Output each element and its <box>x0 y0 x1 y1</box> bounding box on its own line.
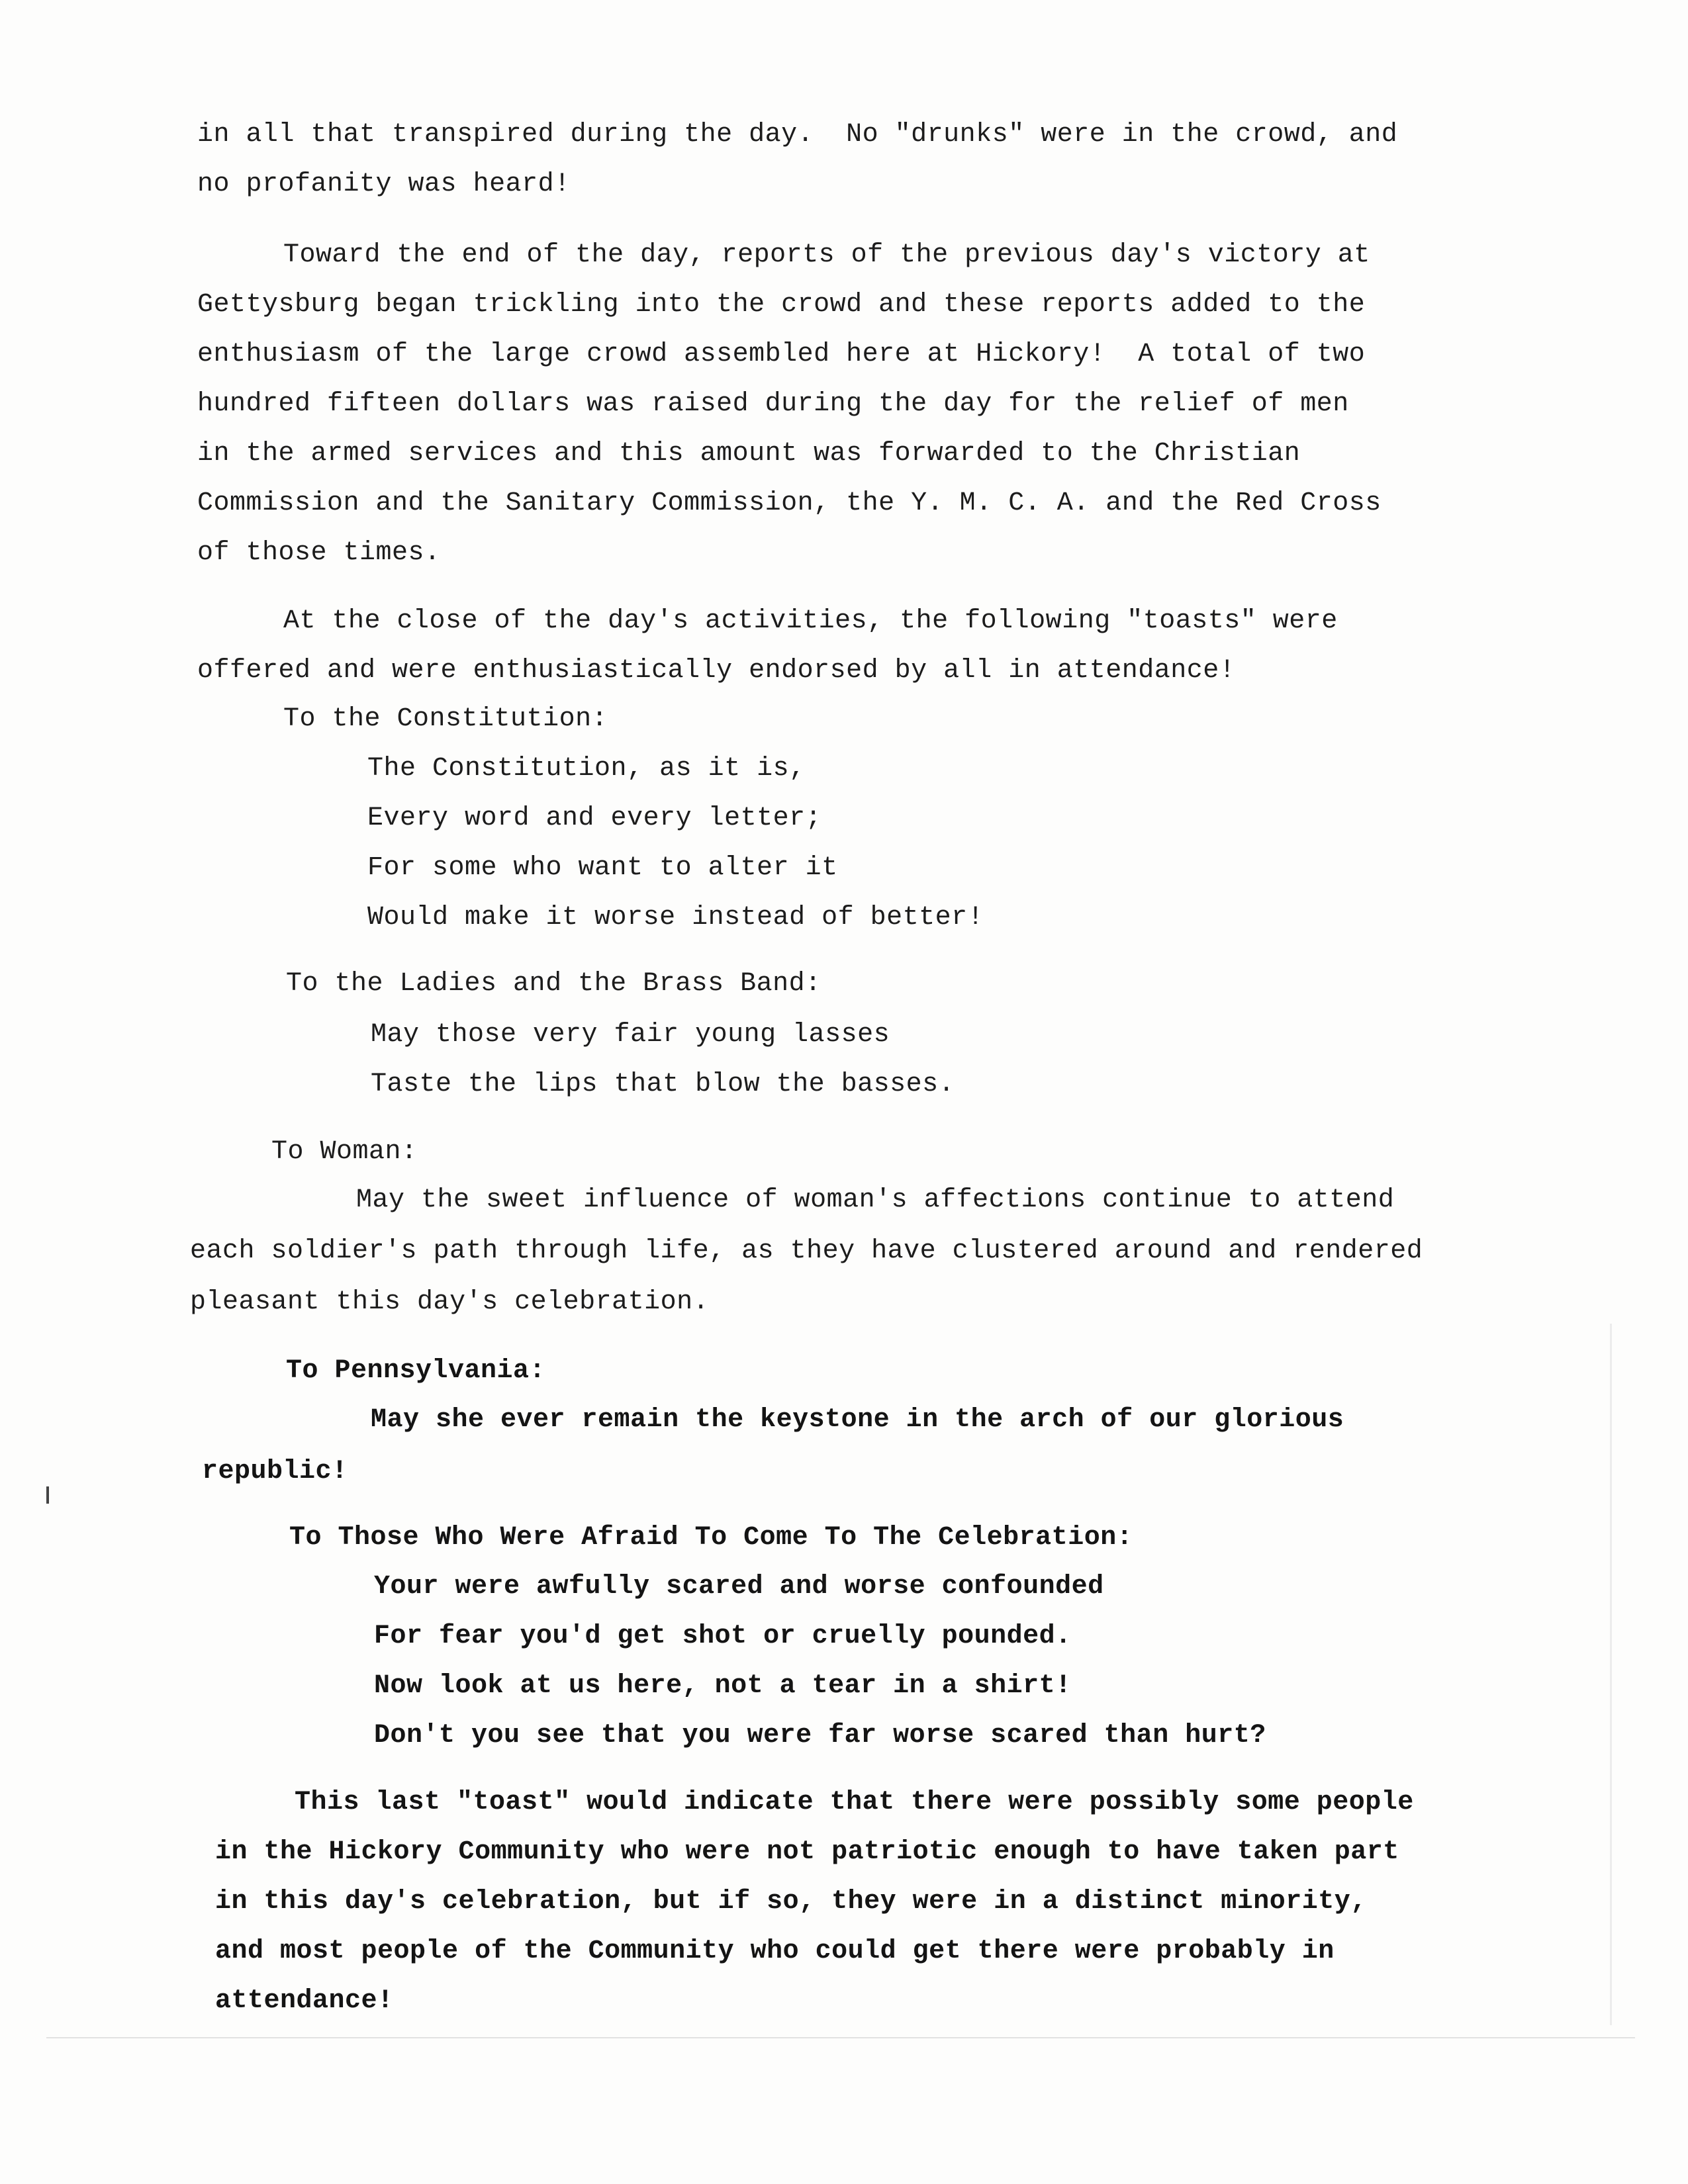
toasts-intro-line-2: offered and were enthusiastically endorsed by all in attendance! <box>197 656 1236 686</box>
gettysburg-line-6: Commission and the Sanitary Commission, the Y. M. C. A. and the Red Cross <box>197 488 1382 518</box>
gettysburg-line-4: hundred fifteen dollars was raised during the day for the relief of men <box>197 389 1349 419</box>
conclusion-line-1: This last "toast" would indicate that there were possibly some people <box>295 1788 1414 1817</box>
conclusion-line-4: and most people of the Community who could get there were probably in <box>215 1936 1335 1966</box>
gettysburg-line-3: enthusiasm of the large crowd assembled here at Hickory! A total of two <box>197 340 1366 369</box>
toast-pennsylvania-line-2: republic! <box>202 1457 348 1486</box>
toast-afraid-heading: To Those Who Were Afraid To Come To The Celebration: <box>289 1523 1133 1553</box>
scan-mark <box>46 1486 49 1504</box>
toast-constitution-verse-1: The Constitution, as it is, <box>367 754 806 784</box>
toast-ladies-heading: To the Ladies and the Brass Band: <box>286 969 821 999</box>
intro-line-2: no profanity was heard! <box>197 169 571 199</box>
toast-afraid-verse-3: Now look at us here, not a tear in a shirt! <box>374 1671 1072 1701</box>
conclusion-line-3: in this day's celebration, but if so, they were in a distinct minority, <box>215 1887 1367 1917</box>
toast-constitution-verse-2: Every word and every letter; <box>367 803 822 833</box>
toast-woman-line-3: pleasant this day's celebration. <box>190 1287 710 1317</box>
gettysburg-line-5: in the armed services and this amount was forwarded to the Christian <box>197 439 1301 469</box>
toast-ladies-verse-1: May those very fair young lasses <box>371 1020 890 1050</box>
intro-line-1: in all that transpired during the day. No "drunks" were in the crowd, and <box>197 120 1398 150</box>
gettysburg-line-1: Toward the end of the day, reports of the previous day's victory at <box>283 240 1370 270</box>
toast-afraid-verse-2: For fear you'd get shot or cruelly pounded. <box>374 1621 1072 1651</box>
scan-bottom-rule <box>46 2037 1635 2038</box>
toasts-intro-line-1: At the close of the day's activities, the following "toasts" were <box>283 606 1338 636</box>
gettysburg-line-2: Gettysburg began trickling into the crowd and these reports added to the <box>197 290 1366 320</box>
toast-constitution-verse-4: Would make it worse instead of better! <box>367 903 984 933</box>
gettysburg-line-7: of those times. <box>197 538 441 568</box>
scan-edge-line <box>1610 1324 1612 2025</box>
conclusion-line-2: in the Hickory Community who were not patriotic enough to have taken part <box>215 1837 1399 1867</box>
toast-woman-line-2: each soldier's path through life, as they have clustered around and rendered <box>190 1236 1423 1266</box>
toast-constitution-verse-3: For some who want to alter it <box>367 853 838 883</box>
toast-woman-line-1: May the sweet influence of woman's affections continue to attend <box>356 1185 1395 1215</box>
toast-pennsylvania-line-1: May she ever remain the keystone in the arch of our glorious <box>371 1405 1344 1435</box>
conclusion-line-5: attendance! <box>215 1986 394 2016</box>
toast-pennsylvania-heading: To Pennsylvania: <box>286 1356 546 1386</box>
toast-afraid-verse-4: Don't you see that you were far worse scared than hurt? <box>374 1721 1266 1751</box>
toast-woman-heading: To Woman: <box>271 1137 418 1167</box>
toast-constitution-heading: To the Constitution: <box>283 704 608 734</box>
toast-ladies-verse-2: Taste the lips that blow the basses. <box>371 1069 955 1099</box>
toast-afraid-verse-1: Your were awfully scared and worse confounded <box>374 1572 1104 1602</box>
